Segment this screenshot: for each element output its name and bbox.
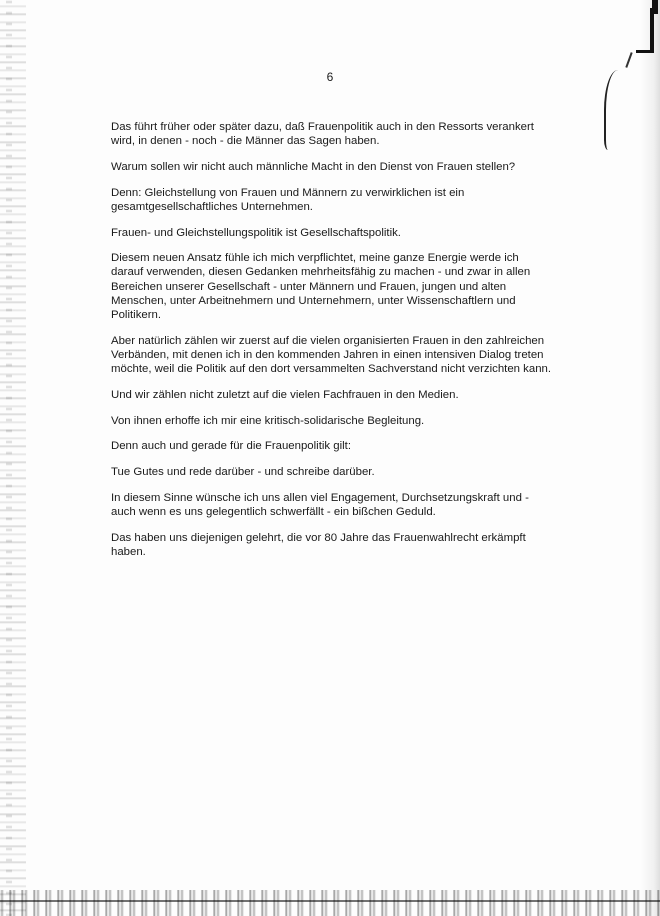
text-line: In diesem Sinne wünsche ich uns allen viel Engagement, Durchsetzungskraft und - [111,491,529,504]
text-line: Tue Gutes und rede darüber - und schreibe darüber. [111,465,375,478]
text-line: Denn auch und gerade für die Frauenpolitik gilt: [111,440,351,453]
text-line: darauf verwenden, diesen Gedanken mehrheitsfähig zu machen - und zwar in allen [111,266,531,279]
text-line: Und wir zählen nicht zuletzt auf die vielen Fachfrauen in den Medien. [111,388,459,401]
scan-edge-left [0,0,26,916]
text-line: möchte, weil die Politik auf den dort versammelten Sachverstand nicht verzichten kann. [111,363,552,376]
paragraph [111,334,552,377]
scan-corner-mark [636,8,654,53]
paragraph [111,439,546,453]
paragraph [111,531,546,559]
scan-edge-stroke [625,52,632,68]
text-line: Bereichen unserer Gesellschaft - unter Männern und Frauen, jungen und alten [111,280,507,293]
body-text [111,120,552,570]
paragraph [111,226,546,240]
paragraph [111,388,546,402]
paragraph [111,251,546,322]
paragraph [111,186,546,214]
text-line: Das haben uns diejenigen gelehrt, die vor 80 Jahre das Frauenwahlrecht erkämpft [111,531,526,544]
text-line: Frauen- und Gleichstellungspolitik ist Gesellschaftspolitik. [111,226,401,239]
paragraph [111,120,546,148]
text-line: haben. [111,545,146,558]
text-line: auch wenn es uns gelegentlich schwerfällt - ein bißchen Geduld. [111,505,436,518]
text-line: Menschen, unter Arbeitnehmern und Unternehmern, unter Wissenschaftlern und [111,294,516,307]
scan-edge-right [640,0,660,916]
scan-corner-mark-top [652,0,658,14]
page-number: 6 [326,70,334,84]
text-line: Aber natürlich zählen wir zuerst auf die vielen organisierten Frauen in den zahlreichen [111,334,545,347]
text-line: Von ihnen erhoffe ich mir eine kritisch-solidarische Begleitung. [111,414,425,427]
paragraph [111,465,546,479]
text-line: wird, in denen - noch - die Männer das Sagen haben. [111,135,380,148]
text-line: gesamtgesellschaftliches Unternehmen. [111,200,313,213]
scan-edge-bottom-line [0,900,660,902]
text-line: Warum sollen wir nicht auch männliche Macht in den Dienst von Frauen stellen? [111,160,516,173]
text-line: Das führt früher oder später dazu, daß Frauenpolitik auch in den Ressorts verankert [111,121,534,133]
text-line: Politikern. [111,309,162,322]
text-line: Verbänden, mit denen ich in den kommenden Jahren in einen intensiven Dialog treten [111,348,544,361]
text-line: Denn: Gleichstellung von Frauen und Männern zu verwirklichen ist ein [111,186,465,199]
text-line: Diesem neuen Ansatz fühle ich mich verpflichtet, meine ganze Energie werde ich [111,252,519,265]
paragraph [111,414,546,428]
paragraph [111,491,546,519]
scan-edge-left-inner [6,0,12,916]
scan-edge-bottom [0,890,660,916]
paragraph [111,160,546,174]
